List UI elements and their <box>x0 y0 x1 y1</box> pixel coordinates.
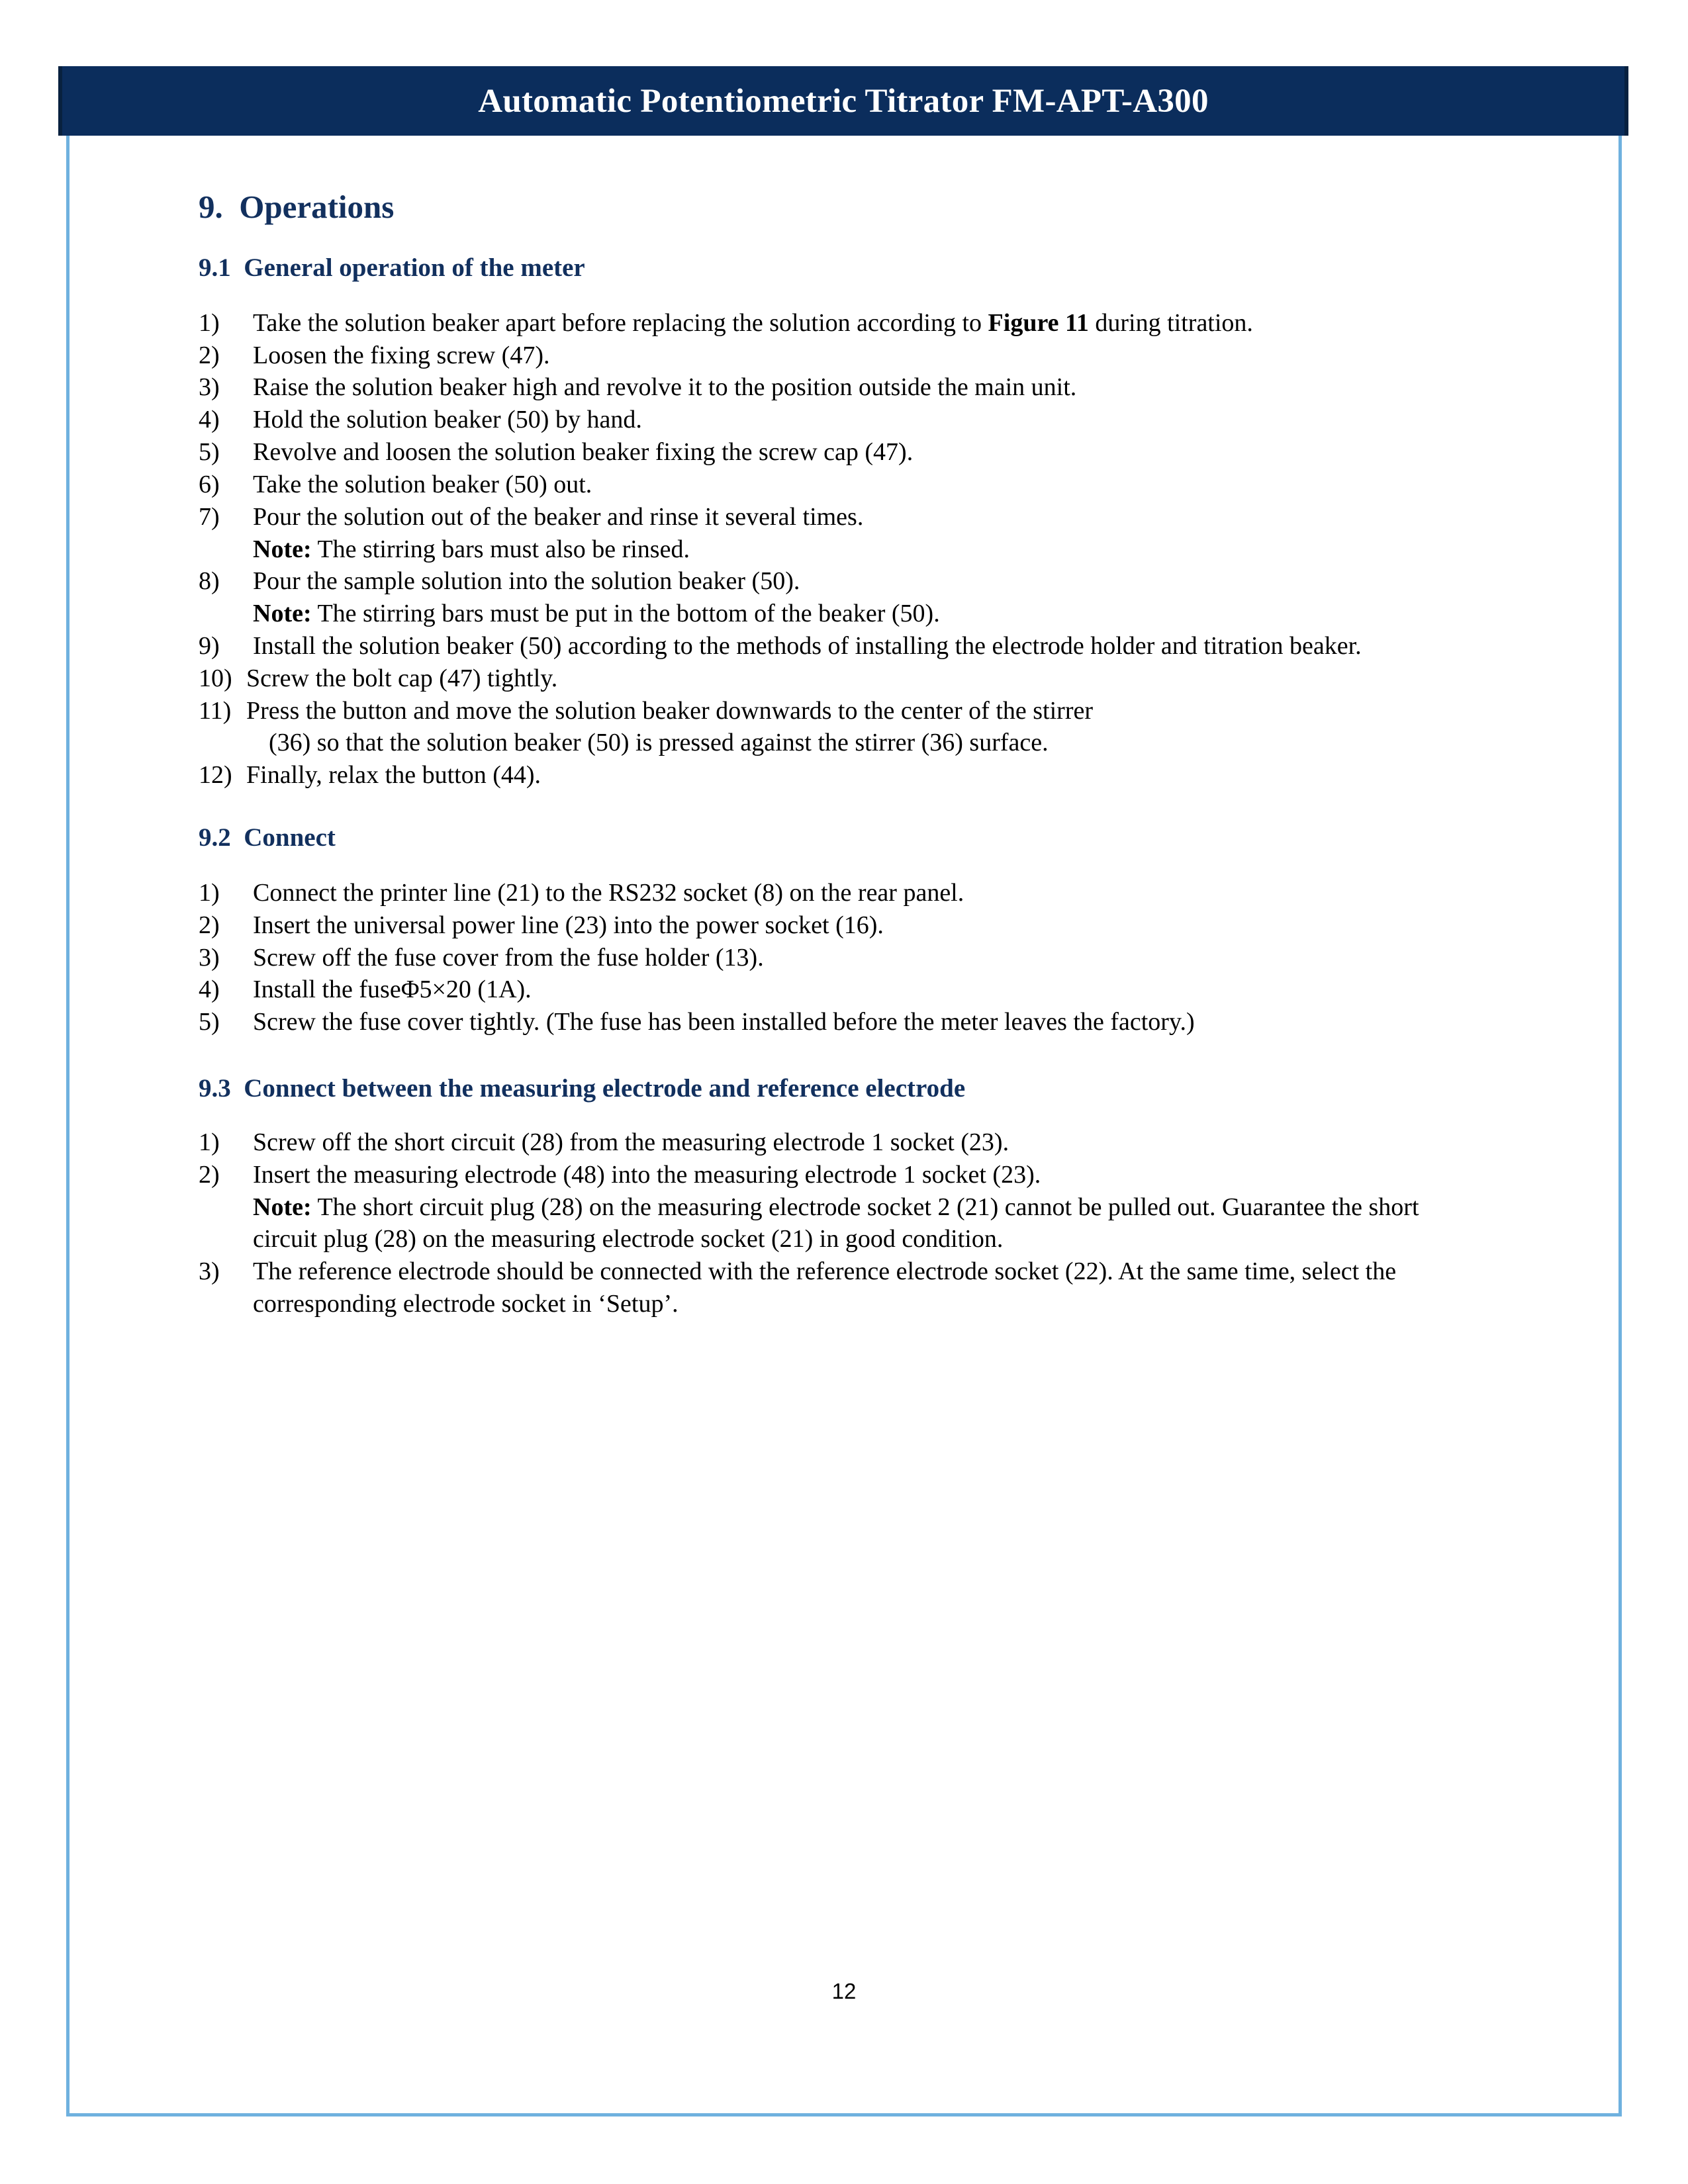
text-run: during titration. <box>1088 308 1253 337</box>
list-item <box>199 909 1486 942</box>
list-item-text: Hold the solution beaker (50) by hand. <box>253 406 642 434</box>
list-marker: 12) <box>199 761 232 790</box>
list-item-text: Raise the solution beaker high and revolve it to the position outside the main unit. <box>253 373 1077 402</box>
list-marker: 3) <box>199 1257 220 1286</box>
list-item <box>199 371 1486 404</box>
list-marker: 2) <box>199 1160 220 1189</box>
note-text: The short circuit plug (28) on the measuring electrode socket 2 (21) cannot be pulled out. Guarantee the short circuit plug (28) on the measuring electrode socket (21) in good condition. <box>253 1193 1419 1253</box>
list-item <box>199 1159 1486 1255</box>
list-item-text <box>253 307 1486 340</box>
list-item-text: Pour the sample solution into the solution beaker (50). <box>253 567 800 596</box>
list-item-continuation: (36) so that the solution beaker (50) is pressed against the stirrer (36) surface. <box>269 729 1049 757</box>
list-item-text: Screw off the fuse cover from the fuse holder (13). <box>253 943 764 972</box>
section-spacer <box>199 1038 1486 1074</box>
list-item <box>199 340 1486 372</box>
section-heading-9-2: 9.2 Connect <box>199 823 336 852</box>
step-list-9-2 <box>199 877 1486 1038</box>
note-line <box>253 1191 1486 1256</box>
running-header-bar <box>58 66 1628 136</box>
list-item-text: Press the button and move the solution beaker downwards to the center of the stirrer <box>246 696 1093 725</box>
list-marker: 9) <box>199 632 220 660</box>
list-marker: 4) <box>199 976 220 1004</box>
list-item <box>199 307 1486 340</box>
list-item <box>199 565 1486 630</box>
list-item-text: Loosen the fixing screw (47). <box>253 341 550 369</box>
list-item <box>199 662 1486 695</box>
list-item-text: Insert the measuring electrode (48) into the measuring electrode 1 socket (23). <box>253 1160 1041 1189</box>
list-marker: 3) <box>199 373 220 402</box>
list-marker: 8) <box>199 567 220 596</box>
list-item <box>199 501 1486 566</box>
note-label: Note: <box>253 600 312 628</box>
list-marker: 5) <box>199 438 220 467</box>
list-marker: 1) <box>199 878 220 907</box>
list-marker: 1) <box>199 308 220 337</box>
list-item-text: Connect the printer line (21) to the RS232 socket (8) on the rear panel. <box>253 878 964 907</box>
list-marker: 4) <box>199 406 220 434</box>
list-item-text: Screw off the short circuit (28) from the measuring electrode 1 socket (23). <box>253 1128 1009 1156</box>
section-spacer <box>199 792 1486 823</box>
list-item-text: Screw the bolt cap (47) tightly. <box>246 664 558 692</box>
list-marker: 2) <box>199 341 220 369</box>
list-item-text: Finally, relax the button (44). <box>246 761 541 790</box>
list-item <box>199 469 1486 501</box>
list-marker: 6) <box>199 470 220 498</box>
page-content <box>199 183 1486 1320</box>
list-item <box>199 404 1486 436</box>
chapter-heading-wrap <box>199 183 1486 253</box>
note-text: The stirring bars must be put in the bottom of the beaker (50). <box>311 600 940 628</box>
list-item-text: Install the fuseΦ5×20 (1A). <box>253 976 532 1004</box>
list-marker: 2) <box>199 911 220 939</box>
section-heading-9-1: 9.1 General operation of the meter <box>199 253 585 282</box>
note-text: The stirring bars must also be rinsed. <box>311 535 690 563</box>
list-item-text: Install the solution beaker (50) according to the methods of installing the electrode holder and titration beaker. <box>253 632 1362 660</box>
section-heading-9-3: 9.3 Connect between the measuring electrode and reference electrode <box>199 1074 966 1103</box>
list-item <box>199 1006 1486 1038</box>
list-item <box>199 759 1486 792</box>
list-item <box>199 877 1486 909</box>
list-item <box>199 436 1486 469</box>
chapter-heading: 9. Operations <box>199 189 395 225</box>
list-marker: 5) <box>199 1008 220 1036</box>
list-item-text: Pour the solution out of the beaker and rinse it several times. <box>253 502 864 531</box>
list-marker: 1) <box>199 1128 220 1156</box>
note-line <box>253 598 1486 630</box>
list-item-text: Insert the universal power line (23) into the power socket (16). <box>253 911 884 939</box>
text-run: Take the solution beaker apart before replacing the solution according to <box>253 308 988 337</box>
step-list-9-1 <box>199 307 1486 792</box>
list-marker: 3) <box>199 943 220 972</box>
list-marker: 10) <box>199 664 232 692</box>
list-item-text: The reference electrode should be connected with the reference electrode socket (22). At the same time, select the corresponding electrode socket in ‘Setup’. <box>253 1257 1397 1318</box>
figure-reference: Figure 11 <box>988 308 1089 337</box>
list-item-text: Take the solution beaker (50) out. <box>253 470 592 498</box>
note-label: Note: <box>253 535 312 563</box>
list-marker: 7) <box>199 502 220 531</box>
note-label: Note: <box>253 1193 312 1221</box>
step-list-9-3 <box>199 1126 1486 1320</box>
list-item <box>199 942 1486 974</box>
list-item <box>199 1255 1486 1320</box>
page-number: 12 <box>831 1979 857 2003</box>
list-item-text: Revolve and loosen the solution beaker fixing the screw cap (47). <box>253 438 914 467</box>
list-item <box>199 630 1486 662</box>
list-item <box>199 974 1486 1006</box>
document-title: Automatic Potentiometric Titrator FM-APT-A300 <box>478 82 1209 120</box>
note-line <box>253 533 1486 566</box>
list-item <box>199 1126 1486 1159</box>
list-item <box>199 695 1486 760</box>
section-heading-9-2-wrap <box>199 823 1486 877</box>
list-marker: 11) <box>199 696 232 725</box>
section-heading-9-1-wrap <box>199 253 1486 307</box>
section-heading-9-3-wrap <box>199 1074 1486 1126</box>
list-item-text: Screw the fuse cover tightly. (The fuse has been installed before the meter leaves the factory.) <box>253 1008 1195 1036</box>
